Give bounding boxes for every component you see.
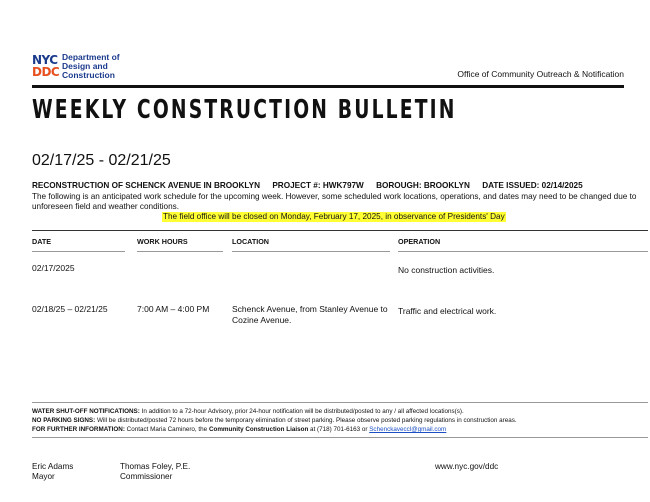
- logo-ddc-text: DDC: [32, 65, 60, 79]
- table-cell-operation: No construction activities.: [398, 265, 495, 275]
- water-shutoff-note: [32, 408, 464, 416]
- column-header-work-hours: WORK HOURS: [137, 237, 188, 246]
- signature-commissioner: [120, 462, 190, 482]
- email-link[interactable]: Schenckaveccl@gmail.com: [369, 426, 447, 433]
- department-line-1: Department of: [62, 52, 120, 62]
- closure-notice: The field office will be closed on Monday, February 17, 2025, in observance of Presidents' Day: [163, 212, 505, 221]
- further-info-label: FOR FURTHER INFORMATION:: [32, 426, 125, 433]
- department-line-3: Construction: [62, 70, 115, 80]
- table-top-divider: [32, 230, 648, 231]
- column-header-operation: OPERATION: [398, 237, 441, 246]
- header-underline: [32, 251, 125, 252]
- page-title: WEEKLY CONSTRUCTION BULLETIN: [32, 95, 457, 125]
- column-header-location: LOCATION: [232, 237, 269, 246]
- further-info-text: Contact Maria Caminero, the: [124, 426, 209, 433]
- date-issued: DATE ISSUED: 02/14/2025: [482, 181, 583, 190]
- project-number: PROJECT #: HWK797W: [272, 181, 364, 190]
- project-info: [32, 181, 642, 190]
- header-underline: [232, 251, 390, 252]
- no-parking-label: NO PARKING SIGNS:: [32, 417, 96, 424]
- logo-nyc-text: NYC: [32, 53, 58, 67]
- nyc-ddc-logo: [32, 52, 142, 82]
- table-cell-date: 02/18/25 – 02/21/25: [32, 304, 108, 314]
- phone-text: at (718) 701-6163 or: [308, 426, 370, 433]
- header-divider: [32, 85, 624, 88]
- table-cell-date: 02/17/2025: [32, 263, 75, 273]
- project-borough: BOROUGH: BROOKLYN: [376, 181, 470, 190]
- date-range: 02/17/25 - 02/21/25: [32, 152, 171, 169]
- liaison-title: Community Construction Liaison: [208, 426, 309, 433]
- footer-divider: [32, 402, 648, 403]
- signature-name: Thomas Foley, P.E.: [120, 462, 191, 471]
- water-shutoff-label: WATER SHUT-OFF NOTIFICATIONS:: [32, 408, 140, 415]
- signature-role: Commissioner: [120, 472, 173, 481]
- department-line-2: Design and: [62, 61, 108, 71]
- header-underline: [398, 251, 648, 252]
- project-name: RECONSTRUCTION OF SCHENCK AVENUE IN BROOKLYN: [32, 181, 261, 190]
- water-shutoff-text: In addition to a 72-hour Advisory, prior 24-hour notification will be distributed/posted to any / all affected locations(s).: [139, 408, 464, 415]
- further-info-note: [32, 426, 446, 434]
- column-header-date: DATE: [32, 237, 52, 246]
- table-cell-hours: 7:00 AM – 4:00 PM: [137, 304, 210, 314]
- website-link[interactable]: www.nyc.gov/ddc: [435, 462, 499, 471]
- table-cell-location: Schenck Avenue, from Stanley Avenue to Cozine Avenue.: [232, 304, 388, 325]
- no-parking-text: Will be distributed/posted 72 hours before the temporary elimination of street parking. Please observe posted parking regulations in construction areas.: [95, 417, 517, 424]
- office-name: Office of Community Outreach & Notification: [457, 69, 624, 79]
- table-cell-operation: Traffic and electrical work.: [398, 306, 497, 316]
- department-name: [62, 53, 152, 80]
- signature-mayor: [32, 462, 73, 482]
- footer-bottom-divider: [32, 437, 648, 438]
- signature-role: Mayor: [32, 472, 55, 481]
- no-parking-note: [32, 417, 517, 425]
- page-header: [32, 52, 624, 82]
- intro-text: The following is an anticipated work schedule for the upcoming week. However, some scheduled work locations, operations, and dates may need to be changed due to unforeseen field and weather conditions.: [32, 192, 637, 211]
- signature-name: Eric Adams: [32, 462, 74, 471]
- header-underline: [137, 251, 223, 252]
